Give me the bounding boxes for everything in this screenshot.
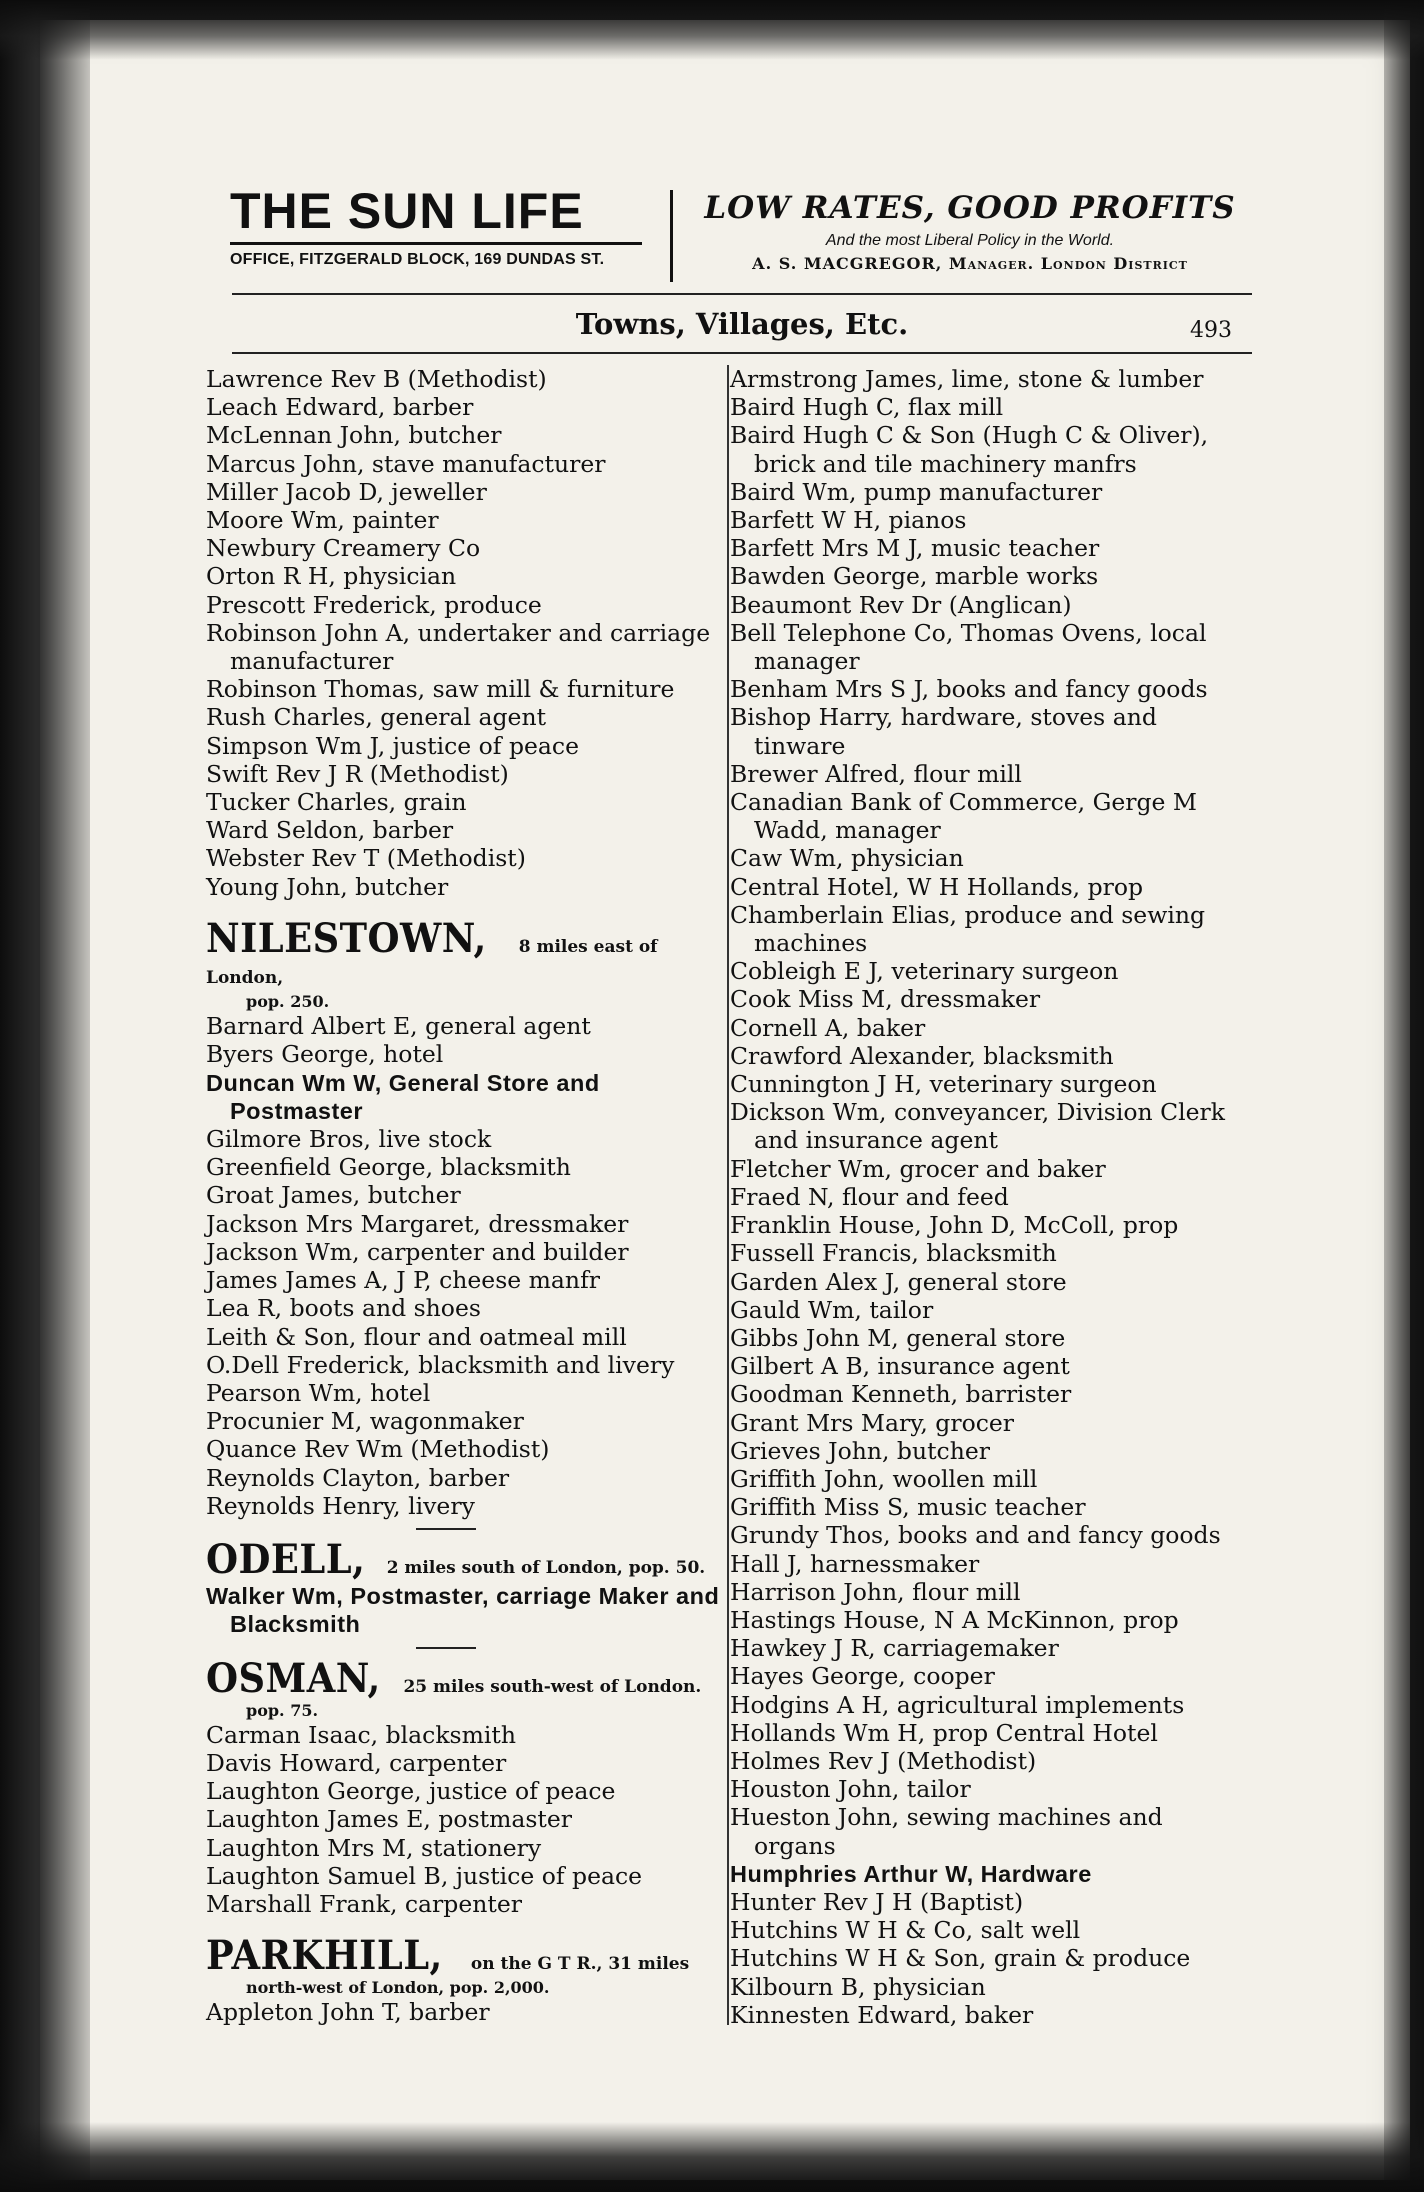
- directory-entry: Simpson Wm J, justice of peace: [206, 731, 579, 760]
- top-entries: [206, 365, 726, 901]
- town-entries: [206, 1998, 726, 2026]
- ad-right-block: [690, 180, 1250, 273]
- directory-entry: Moore Wm, painter: [206, 506, 439, 535]
- directory-entry: Laughton Samuel B, justice of peace: [206, 1861, 643, 1890]
- directory-entry: Benham Mrs S J, books and fancy goods: [730, 675, 1208, 704]
- directory-entry: Robinson John A, undertaker and carriage manufacturer: [206, 618, 711, 676]
- directory-entry: Prescott Frederick, produce: [206, 590, 542, 619]
- directory-entry: Leach Edward, barber: [206, 393, 474, 422]
- directory-entry: Laughton George, justice of peace: [206, 1777, 616, 1806]
- town-osman: [206, 1654, 726, 1919]
- directory-entry: Goodman Kenneth, barrister: [730, 1380, 1072, 1409]
- ad-left-block: [230, 180, 650, 269]
- directory-entry: Greenfield George, blacksmith: [206, 1153, 571, 1182]
- directory-entry: Baird Hugh C & Son (Hugh C & Oliver), brick and tile machinery manfrs: [730, 421, 1209, 478]
- directory-entry: Bishop Harry, hardware, stoves and tinware: [730, 703, 1157, 760]
- directory-entry: Walker Wm, Postmaster, carriage Maker and Blacksmith: [206, 1583, 720, 1638]
- directory-entry: Hayes George, cooper: [730, 1662, 995, 1691]
- directory-entry: Fraed N, flour and feed: [730, 1182, 1009, 1211]
- right-entries: [730, 365, 1250, 2029]
- directory-entry: Brewer Alfred, flour mill: [730, 759, 1022, 788]
- directory-entry: Armstrong James, lime, stone & lumber: [730, 365, 1204, 393]
- directory-entry: Hutchins W H & Co, salt well: [730, 1916, 1081, 1945]
- ad-slogan: LOW RATES, GOOD PROFITS: [704, 190, 1236, 226]
- header-advertisement: [230, 180, 1250, 290]
- directory-entry: Fletcher Wm, grocer and baker: [730, 1154, 1106, 1183]
- directory-entry: Marshall Frank, carpenter: [206, 1889, 522, 1918]
- directory-entry: Reynolds Clayton, barber: [206, 1463, 510, 1492]
- directory-entry: Barfett W H, pianos: [730, 506, 967, 535]
- ad-manager: A. S. MACGREGOR, Manager. London District: [752, 254, 1188, 273]
- scan-bottom-edge: [0, 2122, 1424, 2192]
- directory-entry: Houston John, tailor: [730, 1775, 971, 1804]
- town-entries: [206, 1721, 726, 1918]
- ad-divider: [670, 190, 673, 282]
- directory-entry: Hodgins A H, agricultural implements: [730, 1690, 1185, 1719]
- directory-entry: Gibbs John M, general store: [730, 1323, 1066, 1352]
- directory-entry: O.Dell Frederick, blacksmith and livery: [206, 1350, 675, 1379]
- directory-entry: Gauld Wm, tailor: [730, 1295, 934, 1324]
- section-divider: [416, 1647, 476, 1649]
- directory-entry: Davis Howard, carpenter: [206, 1748, 507, 1777]
- town-entries: [206, 1012, 726, 1520]
- ad-office: OFFICE, FITZGERALD BLOCK, 169 DUNDAS ST.: [230, 251, 605, 268]
- directory-entry: Caw Wm, physician: [730, 844, 964, 873]
- right-column: [730, 365, 1250, 2029]
- ad-tagline: And the most Liberal Policy in the World.: [825, 232, 1115, 249]
- directory-entry: Tucker Charles, grain: [206, 788, 467, 817]
- directory-entry: Laughton Mrs M, stationery: [206, 1833, 542, 1862]
- town-heading: [206, 1932, 726, 1980]
- directory-entry: Lea R, boots and shoes: [206, 1294, 481, 1323]
- directory-entry: Humphries Arthur W, Hardware: [730, 1860, 1092, 1887]
- directory-entry: Grieves John, butcher: [730, 1436, 990, 1465]
- town-parkhill: [206, 1932, 726, 2027]
- directory-entry: Barfett Mrs M J, music teacher: [730, 534, 1100, 563]
- directory-entry: Fussell Francis, blacksmith: [730, 1239, 1057, 1268]
- directory-entry: Miller Jacob D, jeweller: [206, 477, 487, 506]
- directory-entry: Baird Wm, pump manufacturer: [730, 477, 1103, 506]
- town-nilestown: [206, 914, 726, 1520]
- town-heading: [206, 1535, 726, 1583]
- directory-entry: Barnard Albert E, general agent: [206, 1012, 591, 1041]
- directory-entry: Beaumont Rev Dr (Anglican): [730, 590, 1072, 619]
- directory-entry: Grant Mrs Mary, grocer: [730, 1408, 1015, 1437]
- directory-entry: Dickson Wm, conveyancer, Division Clerk and insurance agent: [730, 1098, 1226, 1155]
- directory-entry: Griffith Miss S, music teacher: [730, 1493, 1086, 1522]
- ad-brand: THE SUN LIFE: [230, 183, 584, 239]
- town-odell: [206, 1535, 726, 1639]
- directory-entry: Hall J, harnessmaker: [730, 1549, 980, 1578]
- directory-entry: Holmes Rev J (Methodist): [730, 1746, 1037, 1775]
- directory-entry: Robinson Thomas, saw mill & furniture: [206, 675, 675, 704]
- directory-entry: Central Hotel, W H Hollands, prop: [730, 872, 1144, 901]
- directory-entry: Orton R H, physician: [206, 562, 457, 591]
- town-name: ODELL,: [206, 1535, 366, 1583]
- directory-entry: Grundy Thos, books and and fancy goods: [730, 1521, 1221, 1550]
- town-heading: [206, 1654, 726, 1702]
- directory-entry: Hawkey J R, carriagemaker: [730, 1634, 1059, 1663]
- directory-entry: Griffith John, woollen mill: [730, 1464, 1038, 1493]
- scan-left-edge: [0, 0, 90, 2192]
- title-rule: [232, 352, 1252, 354]
- directory-entry: Reynolds Henry, livery: [206, 1491, 475, 1520]
- directory-entry: Hutchins W H & Son, grain & produce: [730, 1944, 1191, 1973]
- directory-entry: Byers George, hotel: [206, 1040, 444, 1069]
- town-pop: north-west of London, pop. 2,000.: [246, 1978, 550, 1998]
- town-desc: 8 miles east of London,: [206, 936, 658, 989]
- directory-entry: Bell Telephone Co, Thomas Ovens, local manager: [730, 618, 1207, 676]
- directory-entry: Kilbourn B, physician: [730, 1972, 986, 2001]
- directory-entry: Harrison John, flour mill: [730, 1577, 1021, 1606]
- directory-entry: Hueston John, sewing machines and organs: [730, 1803, 1163, 1860]
- scan-right-edge: [1384, 0, 1424, 2192]
- directory-entry: Baird Hugh C, flax mill: [730, 393, 1004, 422]
- directory-entry: Hastings House, N A McKinnon, prop: [730, 1605, 1179, 1634]
- directory-entry: Groat James, butcher: [206, 1181, 461, 1210]
- directory-entry: Cook Miss M, dressmaker: [730, 985, 1041, 1014]
- directory-entry: Canadian Bank of Commerce, Gerge M Wadd, manager: [730, 788, 1197, 845]
- directory-entry: Carman Isaac, blacksmith: [206, 1720, 516, 1749]
- directory-entry: Webster Rev T (Methodist): [206, 844, 526, 873]
- directory-entry: Cobleigh E J, veterinary surgeon: [730, 957, 1119, 986]
- directory-entry: Franklin House, John D, McColl, prop: [730, 1211, 1179, 1240]
- directory-entry: Hollands Wm H, prop Central Hotel: [730, 1718, 1158, 1747]
- section-title: Towns, Villages, Etc.: [575, 307, 909, 341]
- directory-entry: Cunnington J H, veterinary surgeon: [730, 1070, 1157, 1099]
- directory-entry: Duncan Wm W, General Store and Postmaster: [206, 1069, 600, 1124]
- page-number: 493: [1190, 318, 1232, 343]
- town-desc: 2 miles south of London, pop. 50.: [386, 1557, 706, 1578]
- directory-entry: Cornell A, baker: [730, 1013, 926, 1042]
- directory-entry: Rush Charles, general agent: [206, 703, 547, 732]
- section-divider: [416, 1528, 476, 1530]
- ad-rule: [230, 242, 642, 245]
- directory-entry: Jackson Wm, carpenter and builder: [206, 1237, 629, 1266]
- town-name: PARKHILL,: [206, 1932, 443, 1980]
- directory-entry: Marcus John, stave manufacturer: [206, 449, 606, 478]
- directory-entry: Bawden George, marble works: [730, 562, 1099, 591]
- town-pop: pop. 75.: [246, 1700, 319, 1720]
- town-entries: [206, 1582, 726, 1638]
- directory-entry: James James A, J P, cheese manfr: [206, 1266, 601, 1295]
- directory-entry: Ward Seldon, barber: [206, 816, 454, 845]
- header-rule: [232, 293, 1252, 295]
- directory-entry: Crawford Alexander, blacksmith: [730, 1041, 1114, 1070]
- directory-entry: Leith & Son, flour and oatmeal mill: [206, 1322, 627, 1351]
- directory-entry: Quance Rev Wm (Methodist): [206, 1435, 550, 1464]
- town-desc: on the G T R., 31 miles: [470, 1954, 690, 1975]
- directory-entry: Lawrence Rev B (Methodist): [206, 365, 547, 393]
- left-column: [206, 365, 726, 2027]
- town-heading: [206, 914, 726, 992]
- directory-entry: McLennan John, butcher: [206, 421, 502, 450]
- directory-entry: Hunter Rev J H (Baptist): [730, 1887, 1024, 1916]
- directory-entry: Young John, butcher: [206, 872, 449, 901]
- directory-entry: Gilbert A B, insurance agent: [730, 1352, 1070, 1381]
- column-divider: [727, 365, 729, 2025]
- directory-entry: Pearson Wm, hotel: [206, 1378, 431, 1407]
- directory-entry: Procunier M, wagonmaker: [206, 1407, 524, 1436]
- directory-entry: Chamberlain Elias, produce and sewing machines: [730, 900, 1206, 958]
- directory-entry: Garden Alex J, general store: [730, 1267, 1067, 1296]
- directory-entry: Laughton James E, postmaster: [206, 1805, 573, 1834]
- town-desc: 25 miles south-west of London.: [403, 1676, 702, 1697]
- directory-entry: Newbury Creamery Co: [206, 534, 481, 563]
- town-pop: pop. 250.: [246, 992, 330, 1012]
- scan-top-edge: [0, 0, 1424, 60]
- directory-entry: Kinnesten Edward, baker: [730, 2000, 1034, 2029]
- directory-entry: Gilmore Bros, live stock: [206, 1125, 492, 1154]
- town-name: NILESTOWN,: [206, 914, 487, 962]
- town-name: OSMAN,: [206, 1654, 381, 1702]
- directory-entry: Jackson Mrs Margaret, dressmaker: [206, 1209, 629, 1238]
- directory-entry: Swift Rev J R (Methodist): [206, 759, 509, 788]
- directory-entry: Appleton John T, barber: [206, 1998, 490, 2027]
